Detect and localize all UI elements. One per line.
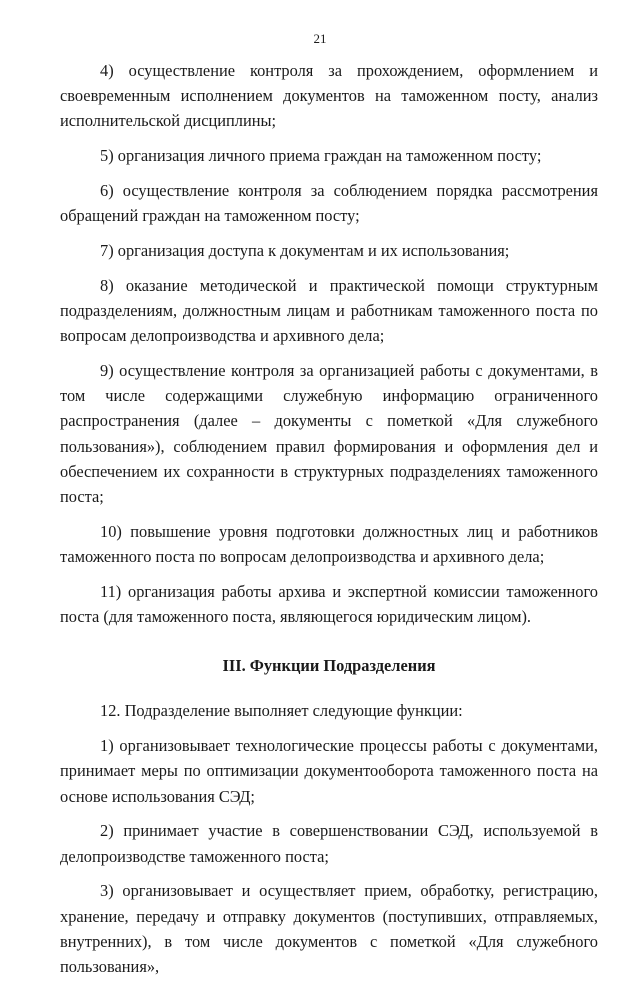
paragraph-function-1: 1) организовывает технологические процессы работы с документами, принимает меры по оптимизации документооборота таможенного поста на основе использования СЭД; <box>60 736 598 806</box>
paragraph-item-8: 8) оказание методической и практической помощи структурным подразделениям, должностным лицам и работникам таможенного поста по вопросам делопроизводства и архивного дела; <box>60 275 598 346</box>
paragraph-item-5: 5) организация личного приема граждан на таможенном посту; <box>100 146 542 166</box>
paragraph-item-4: 4) осуществление контроля за прохождением, оформлением и своевременным исполнением документов на таможенном посту, анализ исполнительской дисциплины; <box>60 61 598 131</box>
paragraph-item-9: 9) осуществление контроля за организацией работы с документами, в том числе содержащими служебную информацию ограниченного распространения (далее – документы с пометкой «Для служебного пользования»), соблюдением правил формирования и оформления дел и обеспечением их сохранности в структурных подразделениях таможенного поста; <box>60 361 598 507</box>
paragraph-function-2: 2) принимает участие в совершенствовании СЭД, используемой в делопроизводстве таможенного поста; <box>60 821 598 866</box>
paragraph-function-3: 3) организовывает и осуществляет прием, обработку, регистрацию, хранение, передачу и отправку документов (поступивших, отправляемых, внутренних), в том числе документов с пометкой «Для служебного пользования», <box>60 881 598 977</box>
paragraph-clause-12: 12. Подразделение выполняет следующие функции: <box>100 701 463 721</box>
document-body <box>60 58 598 989</box>
paragraph-item-7: 7) организация доступа к документам и их использования; <box>100 241 510 260</box>
section-heading: III. Функции Подразделения <box>222 656 436 676</box>
paragraph-item-10: 10) повышение уровня подготовки должностных лиц и работников таможенного поста по вопросам делопроизводства и архивного дела; <box>60 521 598 567</box>
paragraph-item-6: 6) осуществление контроля за соблюдением порядка рассмотрения обращений граждан на таможенном посту; <box>60 181 598 226</box>
paragraph-item-11: 11) организация работы архива и экспертной комиссии таможенного поста (для таможенного поста, являющегося юридическим лицом). <box>60 581 598 627</box>
page-number: 21 <box>313 31 327 46</box>
